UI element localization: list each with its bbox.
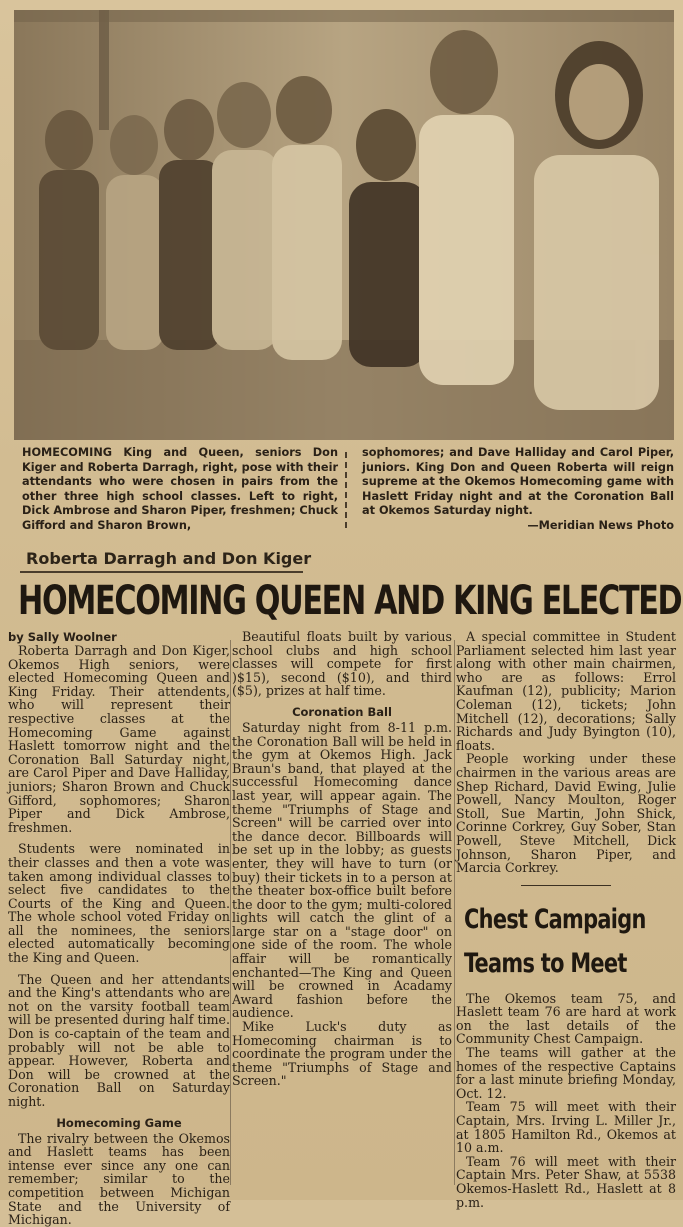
subhead-coronation-ball: Coronation Ball bbox=[292, 704, 392, 719]
photo-credit: —Meridian News Photo bbox=[527, 518, 674, 532]
chest-campaign-headline bbox=[464, 898, 646, 986]
article-column-3 bbox=[456, 630, 676, 1209]
article-paragraph: A special committee in Student Parliament selected him last year along with other main chairmen, who are as follows: Errol Kaufman (12), publicity; Marion Coleman (12), tickets; John Mitchell (12), decorations; Sally Richards and Judy Byington (10), floats. bbox=[456, 629, 676, 753]
article-paragraph: People working under these chairmen in the various areas are Shep Richard, David Ewing, Julie Powell, Nancy Moulton, Roger Stoll, Sue Martin, John Shick, Corinne Corkrey, Guy Sober, Stan Powell, Steve Mitchell, Dick Johnson, Sharon Piper, and Marcia Corkrey. bbox=[456, 751, 676, 876]
article-paragraph: The rivalry between the Okemos and Haslett teams has been intense ever since any one can remember; similar to the competition between Michigan State and the University of Michigan. bbox=[8, 1130, 230, 1227]
article-column-1 bbox=[8, 630, 230, 1227]
kicker-rule bbox=[20, 571, 303, 573]
photo-caption-left: HOMECOMING King and Queen, seniors Don Kiger and Roberta Darragh, right, pose with their attendants who were chosen in pairs from the other three high school classes. Left to right, Dick Ambrose and Sharon Piper, freshmen; Chuck Gifford and Sharon Brown, bbox=[22, 446, 339, 532]
photo-caption-right-text: sophomores; and Dave Halliday and Carol Piper, juniors. King Don and Queen Roberta will reign supreme at the Okemos Homecoming game with Haslett Friday night and at the Coronation Ball at Okemos Saturday night. bbox=[362, 446, 674, 518]
article-headline: HOMECOMING QUEEN AND KING ELECTED bbox=[18, 578, 682, 624]
byline: by Sally Woolner bbox=[8, 630, 117, 644]
article-paragraph: Roberta Darragh and Don Kiger, Okemos High seniors, were elected Homecoming Queen and King Friday. Their attendents, who will represent their respective classes at the Homecoming Game against Haslett tomorrow night and the Coronation Ball Saturday night, are Carol Piper and Dave Halliday, juniors; Sharon Brown and Chuck Gifford, sophomores; Sharon Piper and Dick Ambrose, freshmen. bbox=[8, 643, 230, 835]
chest-paragraph: Team 76 will meet with their Captain Mrs. Peter Shaw, at 5538 Okemos-Haslett Rd., Haslett at 8 p.m. bbox=[456, 1153, 676, 1210]
article-kicker: Roberta Darragh and Don Kiger bbox=[26, 549, 312, 568]
article-paragraph: Beautiful floats built by various school clubs and high school classes will compete for first )$15), second ($10), and third ($5), prizes at half time. bbox=[232, 629, 452, 699]
homecoming-court-photo bbox=[14, 10, 674, 440]
chest-paragraph: The teams will gather at the homes of the respective Captains for a last minute briefing Monday, Oct. 12. bbox=[456, 1045, 676, 1101]
chest-headline-line-2: Teams to Meet bbox=[464, 947, 627, 979]
chest-paragraph: The Okemos team 75, and Haslett team 76 are hard at work on the last details of the Community Chest Campaign. bbox=[456, 990, 676, 1047]
column-rule bbox=[454, 640, 455, 1185]
chest-headline-line-1: Chest Campaign bbox=[464, 903, 646, 935]
article-paragraph: Students were nominated in their classes and then a vote was taken among individual classes to select five candidates to the Courts of the King and Queen. The whole school voted Friday on all the nominees, the seniors elected automatically becoming the King and Queen. bbox=[8, 841, 230, 966]
article-paragraph: The Queen and her attendants and the King's attendants who are not on the varsity football team will be presented during half time. Don is co-captain of the team and probably will not be able to appear. However, Roberta and Don will be crowned at the Coronation Ball on Saturday night. bbox=[8, 971, 230, 1109]
article-paragraph: Saturday night from 8-11 p.m. the Coronation Ball will be held in the gym at Okemos High. Jack Braun's band, that played at the successful Homecoming dance last year, will appear again. The theme "Triumphs of Stage and Screen" will be carried over into the dance decor. Billboards will be set up in the lobby; as guests enter, they will have to turn (or buy) their tickets in to a person at the theater box-office built before the door to the gym; multi-colored lights will catch the glint of a large star on a "stage door" on one side of the room. The whole affair will be romantically enchanted—The King and Queen will be crowned in Acadamy Award fashion before the audience. bbox=[232, 719, 452, 1021]
caption-divider bbox=[345, 452, 347, 528]
article-paragraph: Mike Luck's duty as Homecoming chairman is to coordinate the program under the theme "Triumphs of Stage and Screen." bbox=[232, 1019, 452, 1089]
photo-illustration bbox=[14, 10, 674, 440]
photo-caption-right bbox=[362, 446, 674, 534]
article-column-2 bbox=[232, 630, 452, 1088]
subhead-homecoming-game: Homecoming Game bbox=[56, 1115, 182, 1130]
chest-paragraph: Team 75 will meet with their Captain, Mrs. Irving L. Miller Jr., at 1805 Hamilton Rd., Okemos at 10 a.m. bbox=[456, 1099, 676, 1156]
column-rule bbox=[230, 640, 231, 1185]
section-rule bbox=[521, 885, 611, 886]
